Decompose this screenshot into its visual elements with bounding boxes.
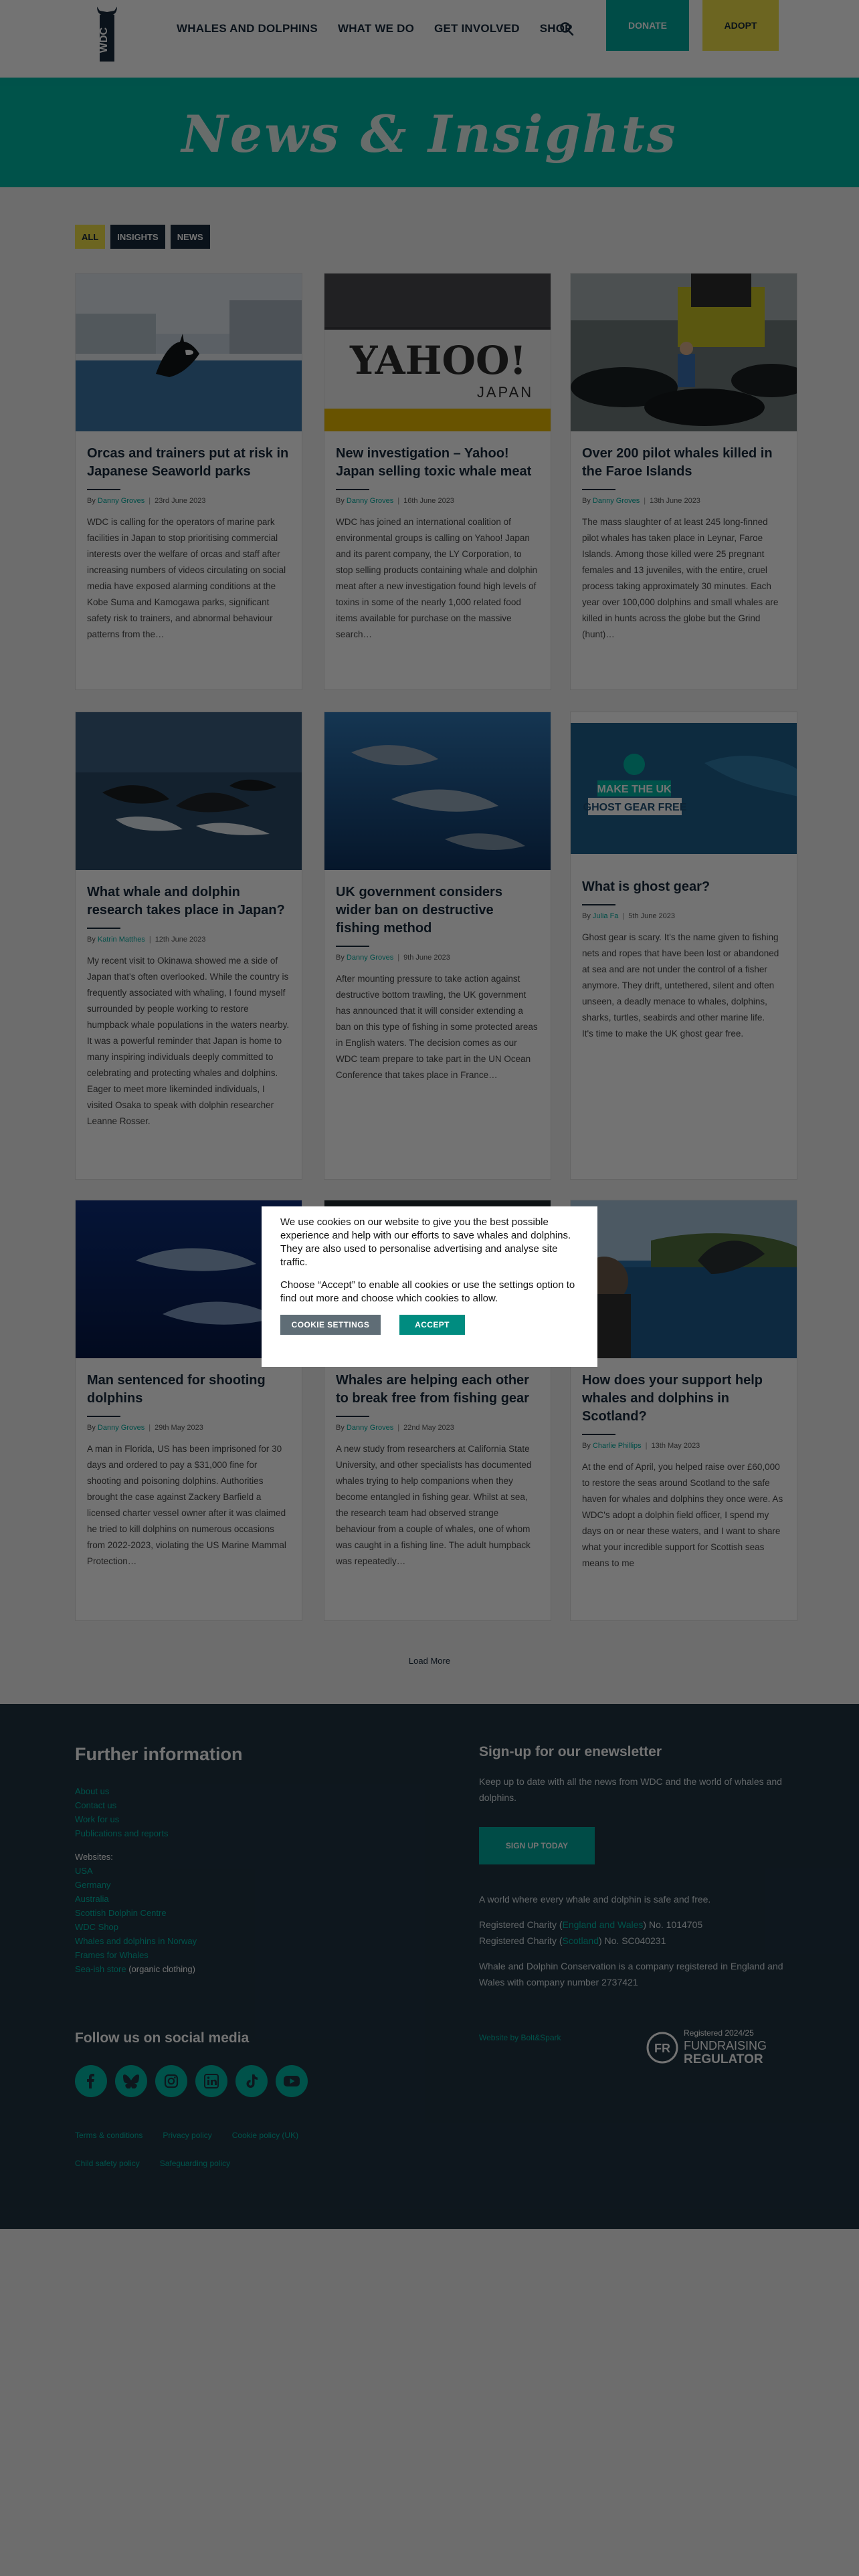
- cookie-settings-button[interactable]: COOKIE SETTINGS: [280, 1315, 381, 1335]
- cookie-instructions: Choose “Accept” to enable all cookies or use the settings option to find out more and choose which cookies to allow.: [280, 1279, 575, 1304]
- accept-cookies-button[interactable]: ACCEPT: [399, 1315, 465, 1335]
- cookie-text: We use cookies on our website to give you the best possible experience and help with our efforts to save whales and dolphins. They are also used to personalise advertising and analyse site traffic.: [280, 1216, 571, 1268]
- cookie-dialog: [262, 1206, 597, 1367]
